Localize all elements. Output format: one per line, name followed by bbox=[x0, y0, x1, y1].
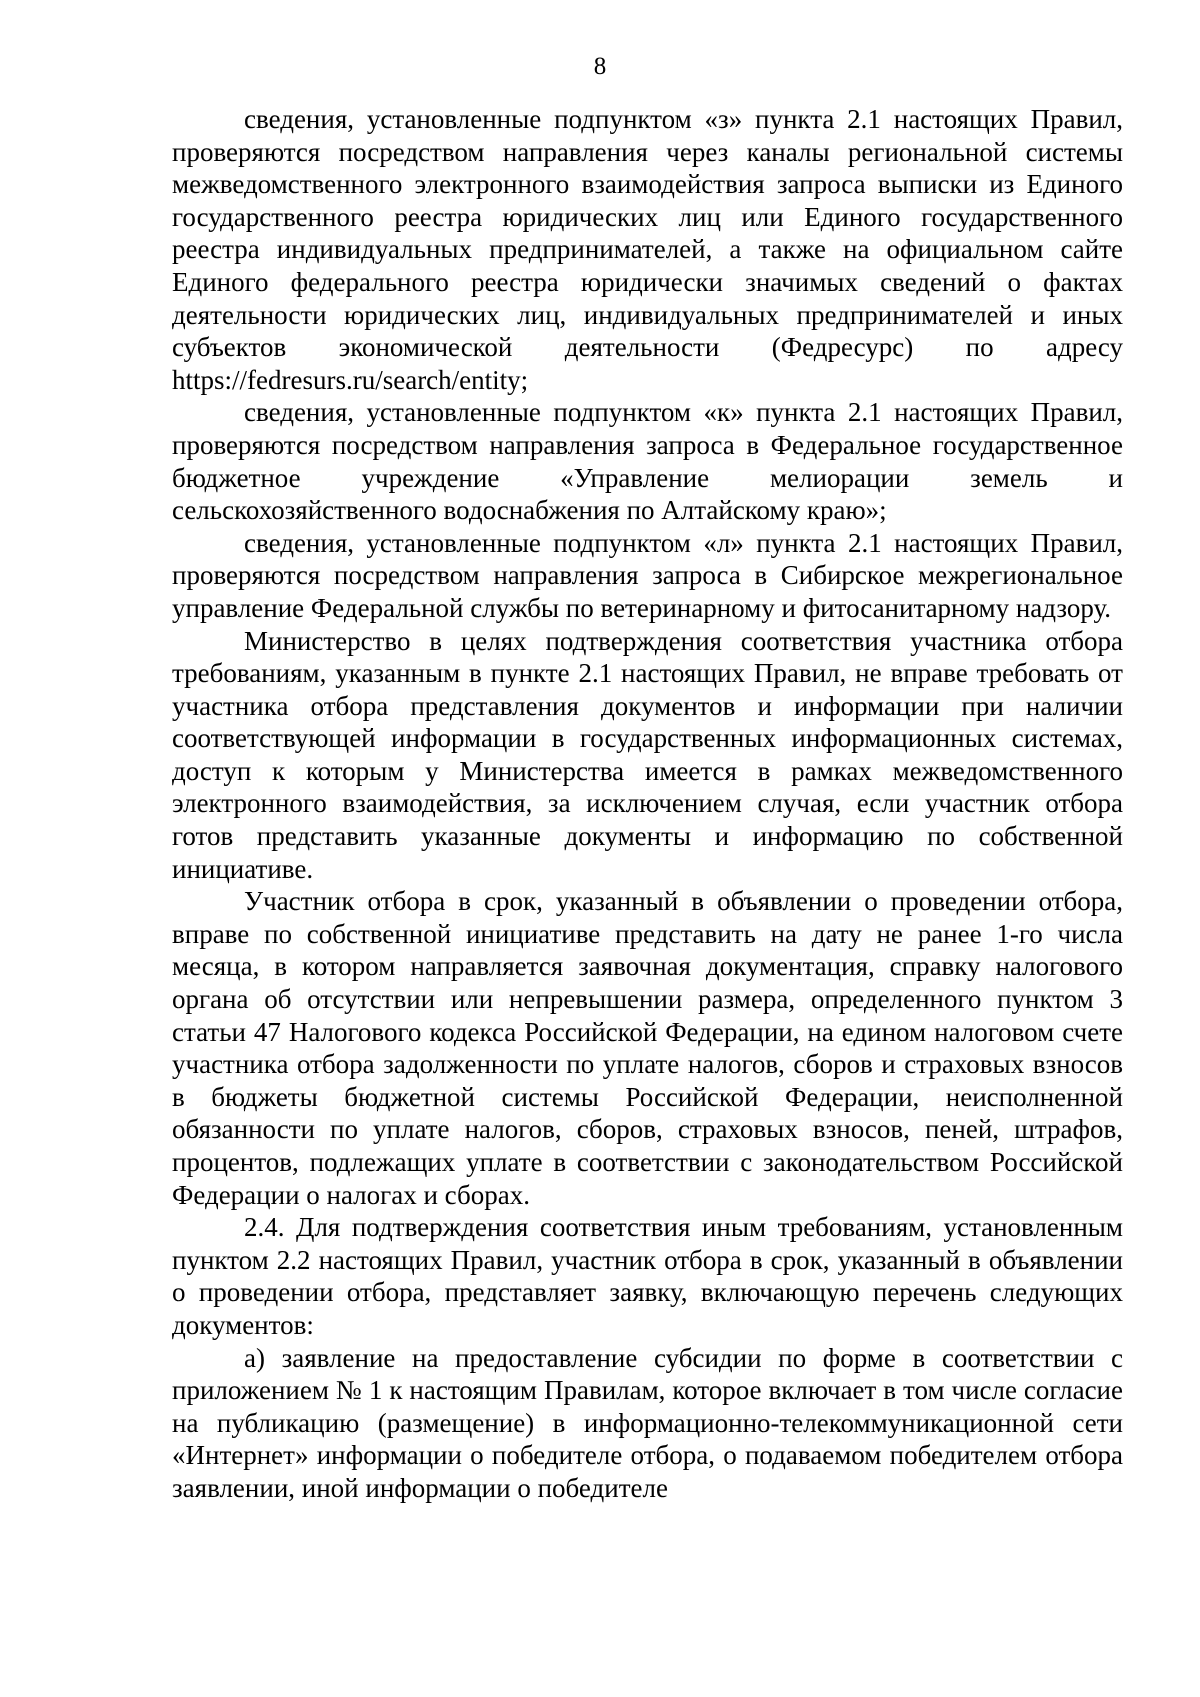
paragraph-item-a: а) заявление на предоставление субсидии по форме в соответствии с приложением № 1 к настоящим Правилам, которое включает в том числе согласие на публикацию (размещение) в информационно-телекоммуникационной сети «Интернет» информации о победителе отбора, о подаваемом победителем отбора заявлении, иной информации о победителе bbox=[172, 1342, 1123, 1503]
paragraph-inspection-k: сведения, установленные подпунктом «к» пункта 2.1 настоящих Правил, проверяются посредством направления запроса в Федеральное государственное бюджетное учреждение «Управление мелиорации земель и сельскохозяйственного водоснабжения по Алтайскому краю»; bbox=[172, 397, 1123, 526]
paragraph-inspection-l: сведения, установленные подпунктом «л» пункта 2.1 настоящих Правил, проверяются посредством направления запроса в Сибирское межрегиональное управление Федеральной службы по ветеринарному и фитосанитарному надзору. bbox=[172, 527, 1123, 623]
document-body bbox=[172, 103, 1123, 1505]
paragraph-section-2-4: 2.4. Для подтверждения соответствия иным требованиям, установленным пунктом 2.2 настоящих Правил, участник отбора в срок, указанный в объявлении о проведении отбора, представляет заявку, включающую перечень следующих документов: bbox=[172, 1212, 1123, 1340]
paragraph-ministry-requirements: Министерство в целях подтверждения соответствия участника отбора требованиям, указанным в пункте 2.1 настоящих Правил, не вправе требовать от участника отбора представления документов и информации при наличии соответствующей информации в государственных информационных системах, доступ к которым у Министерства имеется в рамках межведомственного электронного взаимодействия, за исключением случая, если участник отбора готов представить указанные документы и информацию по собственной инициативе. bbox=[172, 625, 1123, 884]
paragraph-tax-certificate: Участник отбора в срок, указанный в объявлении о проведении отбора, вправе по собственной инициативе представить на дату не ранее 1-го числа месяца, в котором направляется заявочная документация, справку налогового органа об отсутствии или непревышении размера, определенного пунктом 3 статьи 47 Налогового кодекса Российской Федерации, на едином налоговом счете участника отбора задолженности по уплате налогов, сборов и страховых взносов в бюджеты бюджетной системы Российской Федерации, неисполненной обязанности по уплате налогов, сборов, страховых взносов, пеней, штрафов, процентов, подлежащих уплате в соответствии с законодательством Российской Федерации о налогах и сборах. bbox=[172, 886, 1123, 1210]
page-number: 8 bbox=[593, 53, 607, 80]
paragraph-inspection-z: сведения, установленные подпунктом «з» пункта 2.1 настоящих Правил, проверяются посредством направления через каналы региональной системы межведомственного электронного взаимодействия запроса выписки из Единого государственного реестра юридических лиц или Единого государственного реестра индивидуальных предпринимателей, а также на официальном сайте Единого федерального реестра юридически значимых сведений о фактах деятельности юридических лиц, индивидуальных предпринимателей и иных субъектов экономической деятельности (Федресурс) по адресу https://fedresurs.ru/search/entity; bbox=[172, 104, 1123, 395]
